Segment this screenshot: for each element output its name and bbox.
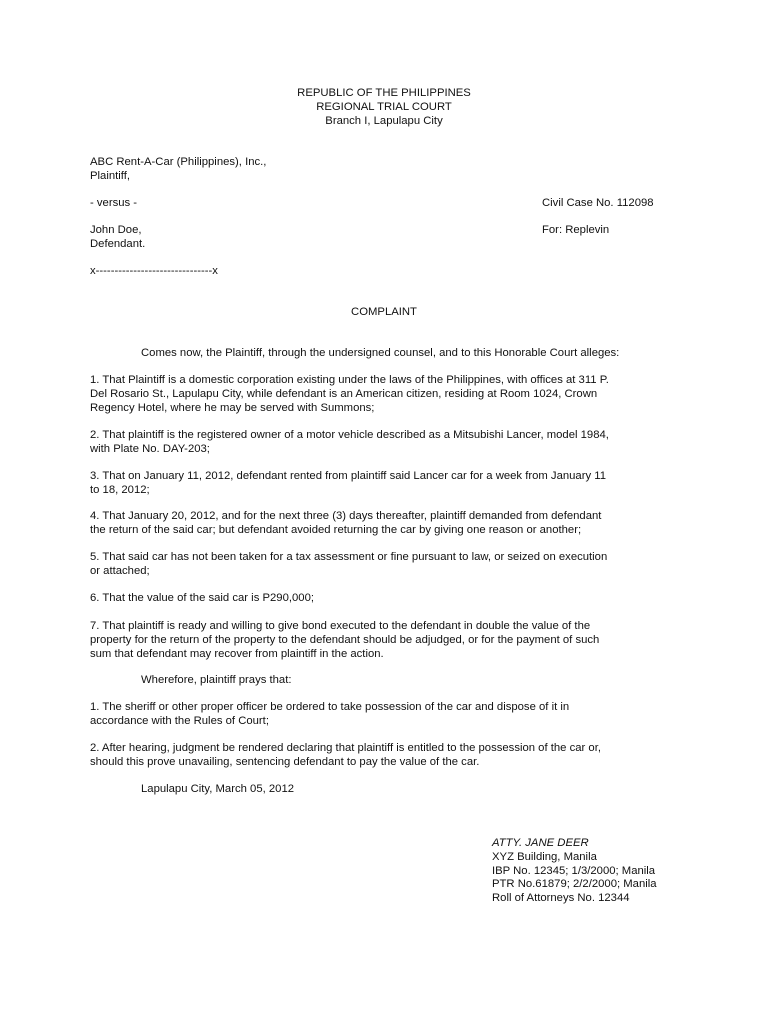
court-republic-line: REPUBLIC OF THE PHILIPPINES [297, 87, 471, 99]
counsel-name: ATTY. JANE DEER [492, 837, 589, 849]
place-and-date: Lapulapu City, March 05, 2012 [141, 783, 295, 795]
counsel-roll: Roll of Attorneys No. 12344 [492, 892, 630, 904]
allegation-4: 4. That January 20, 2012, and for the next three (3) days thereafter, plaintiff demanded from defendant the return of the said car; but defendant avoided returning the car by giving one reason or another; [90, 510, 602, 536]
intro-paragraph: Comes now, the Plaintiff, through the undersigned counsel, and to this Honorable Court alleges: [141, 347, 620, 359]
defendant-name: John Doe, [90, 224, 142, 236]
allegation-7: 7. That plaintiff is ready and willing to give bond executed to the defendant in double the value of the property for the return of the property to the defendant should be adjudged, or for the payment of such sum that defendant may recover from plaintiff in the action. [90, 620, 600, 660]
counsel-ibp: IBP No. 12345; 1/3/2000; Manila [492, 865, 656, 877]
versus-label: - versus - [90, 197, 138, 209]
prayer-2: 2. After hearing, judgment be rendered declaring that plaintiff is entitled to the possession of the car or, should this prove unavailing, sentencing defendant to pay the value of the car. [90, 742, 601, 768]
wherefore-clause: Wherefore, plaintiff prays that: [141, 674, 292, 686]
defendant-role: Defendant. [90, 238, 146, 250]
document-title: COMPLAINT [351, 306, 417, 318]
allegation-3: 3. That on January 11, 2012, defendant rented from plaintiff said Lancer car for a week from January 11 to 18, 2012; [90, 470, 606, 496]
plaintiff-name: ABC Rent-A-Car (Philippines), Inc., [90, 156, 267, 168]
case-number: Civil Case No. 112098 [542, 197, 654, 209]
allegation-2: 2. That plaintiff is the registered owner of a motor vehicle described as a Mitsubishi Lancer, model 1984, with Plate No. DAY-203; [90, 429, 609, 455]
allegation-5: 5. That said car has not been taken for a tax assessment or fine pursuant to law, or seized on execution or attached; [90, 551, 608, 577]
allegation-6: 6. That the value of the said car is P290,000; [90, 592, 314, 604]
counsel-address: XYZ Building, Manila [492, 851, 597, 863]
court-branch-line: Branch I, Lapulapu City [325, 115, 443, 127]
court-name-line: REGIONAL TRIAL COURT [316, 101, 452, 113]
allegation-1: 1. That Plaintiff is a domestic corporation existing under the laws of the Philippines, with offices at 311 P. Del Rosario St., Lapulapu City, while defendant is an American citizen, residing at Room 1024, Crown Regency Hotel, where he may be served with Summons; [90, 374, 609, 414]
counsel-ptr: PTR No.61879; 2/2/2000; Manila [492, 878, 657, 890]
plaintiff-role: Plaintiff, [90, 170, 130, 182]
prayer-1: 1. The sheriff or other proper officer be ordered to take possession of the car and dispose of it in accordance with the Rules of Court; [90, 701, 570, 727]
caption-separator: x-------------------------------x [90, 265, 218, 277]
case-nature: For: Replevin [542, 224, 610, 236]
